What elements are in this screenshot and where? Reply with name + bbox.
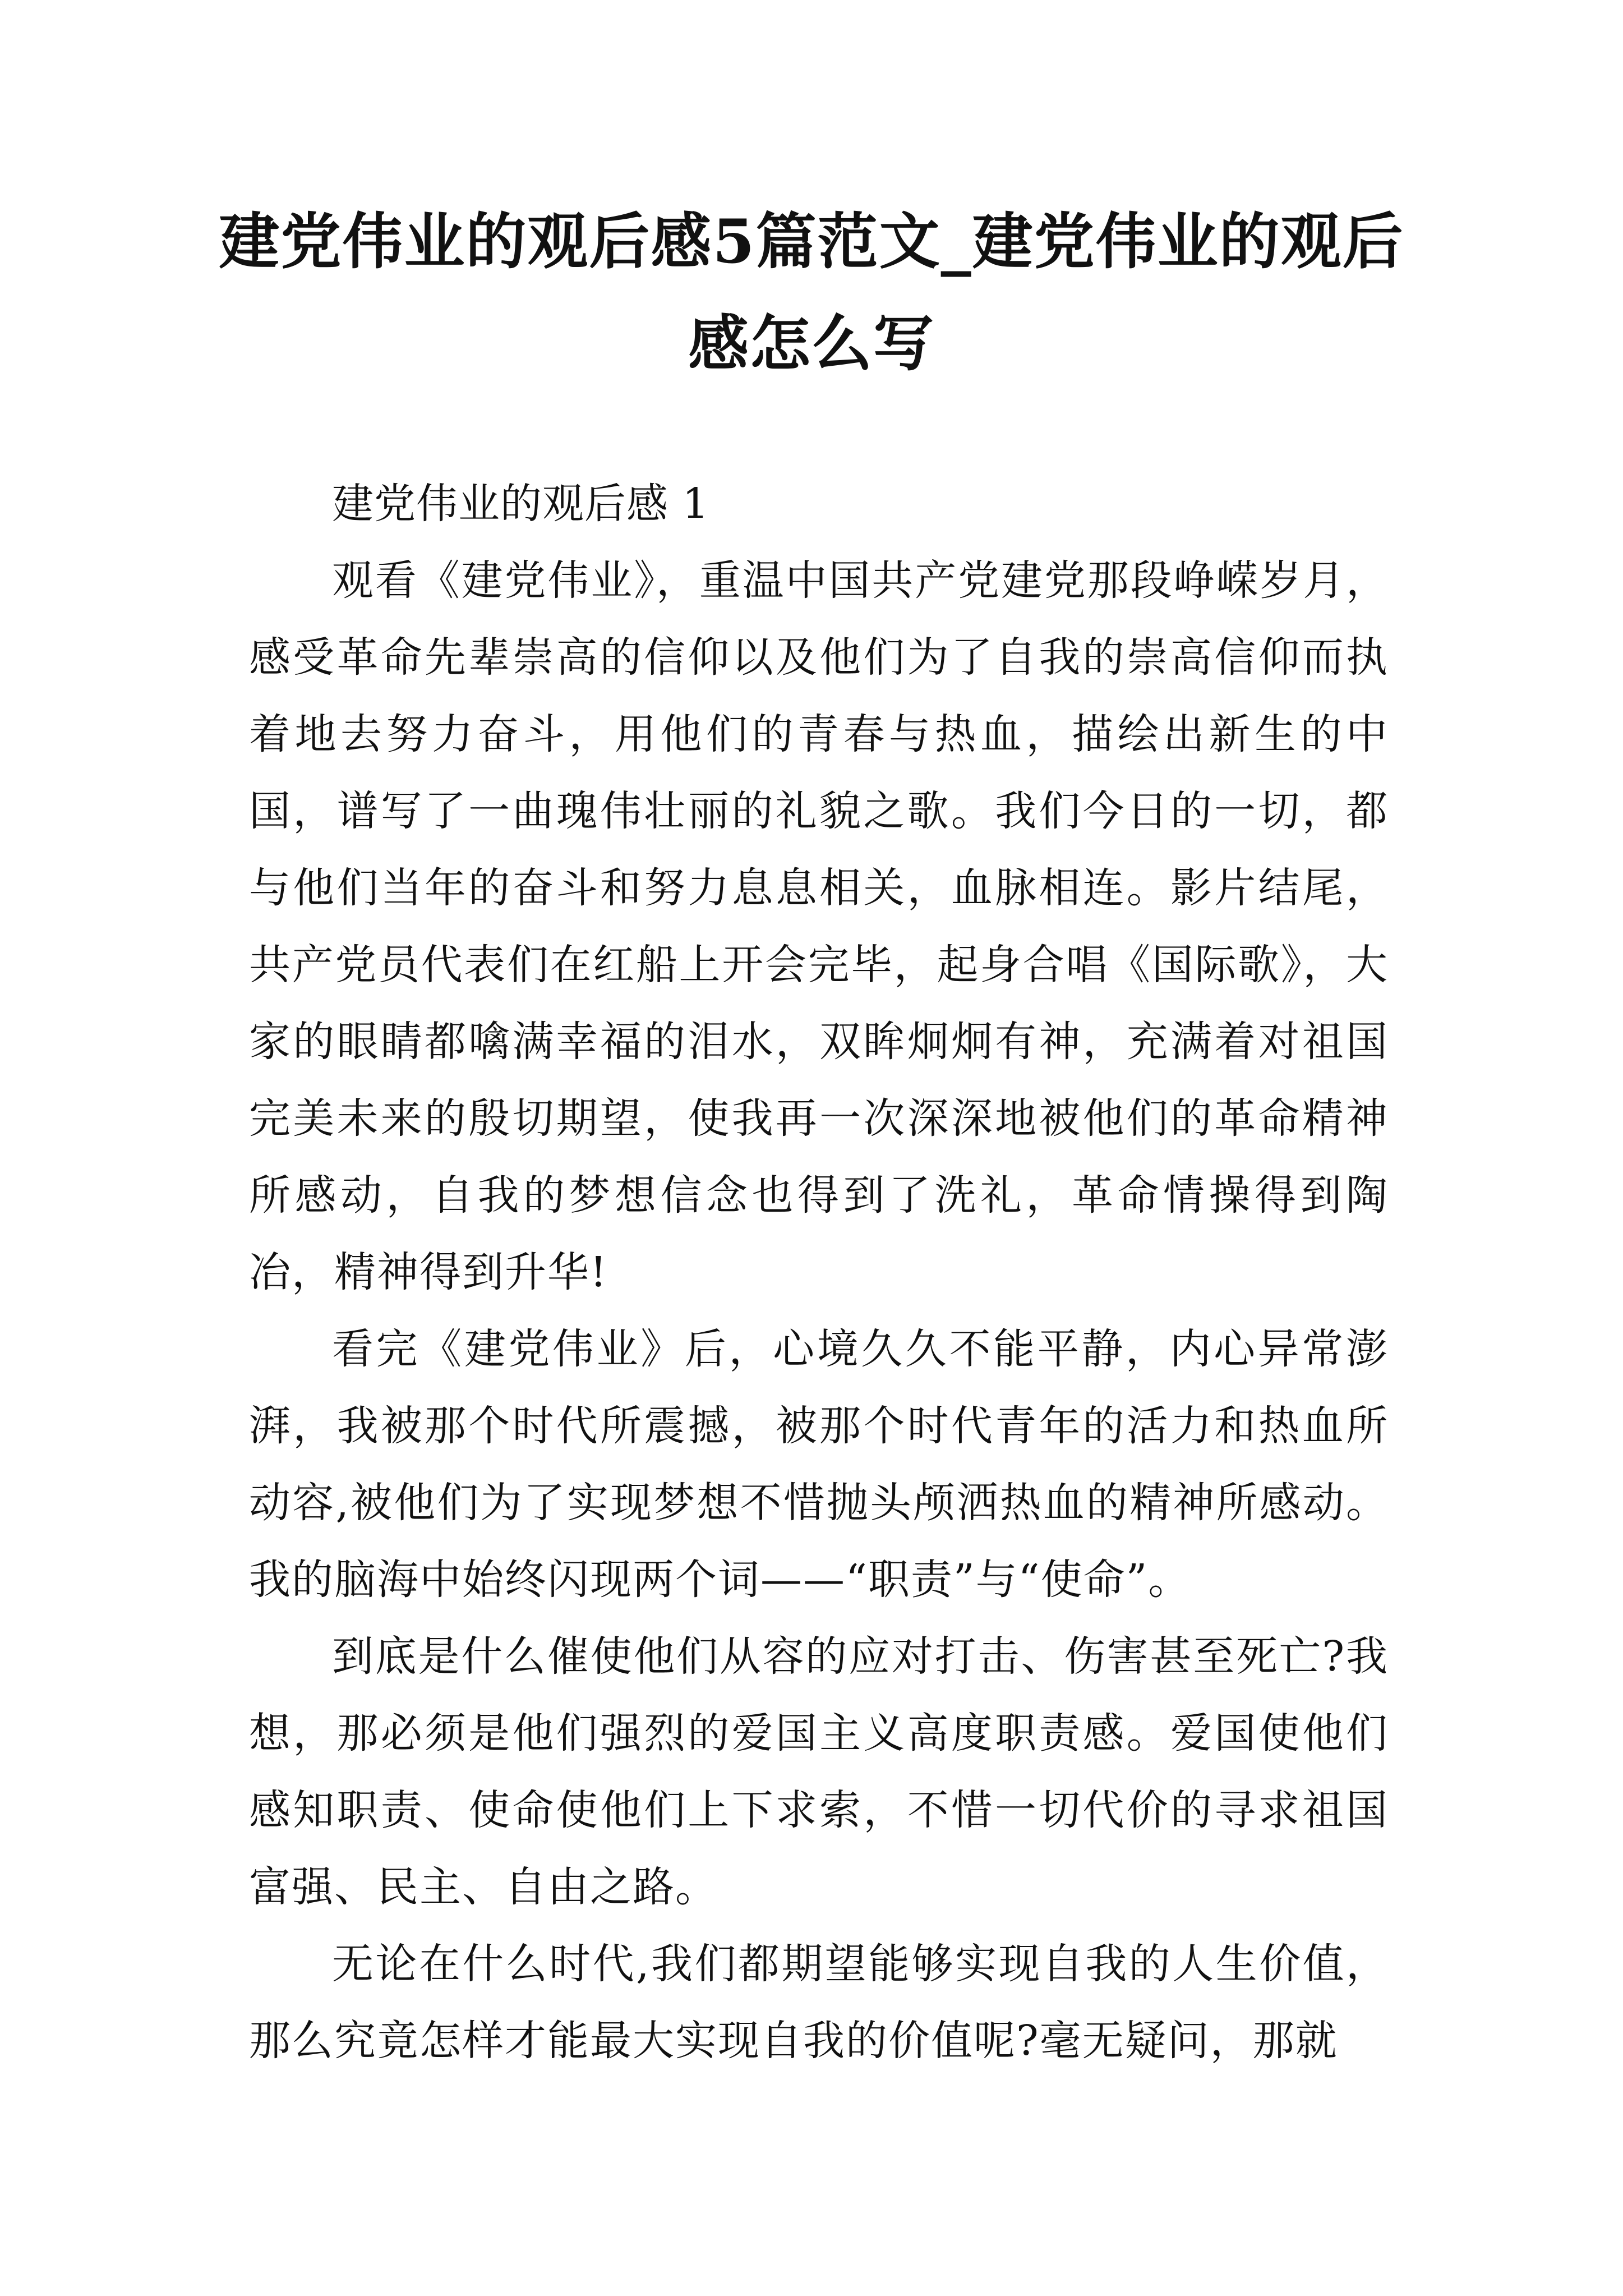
body-paragraph-4: 无论在什么时代,我们都期望能够实现自我的人生价值，那么究竟怎样才能最大实现自我的价值呢?毫无疑问，那就 — [249, 1940, 1389, 2065]
body-paragraph-1: 观看《建党伟业》，重温中国共产党建党那段峥嵘岁月，感受革命先辈崇高的信仰以及他们为了自我的崇高信仰而执着地去努力奋斗，用他们的青春与热血，描绘出新生的中国，谱写了一曲瑰伟壮丽的礼貌之歌。我们今日的一切，都与他们当年的奋斗和努力息息相关，血脉相连。影片结尾，共产党员代表们在红船上开会完毕，起身合唱《国际歌》，大家的眼睛都噙满幸福的泪水，双眸炯炯有神，充满着对祖国完美未来的殷切期望，使我再一次深深地被他们的革命精神所感动，自我的梦想信念也得到了洗礼，革命情操得到陶冶，精神得到升华! — [249, 556, 1389, 1296]
document-body — [249, 466, 1389, 2079]
section-heading: 建党伟业的观后感 1 — [332, 480, 709, 528]
document-title: 建党伟业的观后感5篇范文_建党伟业的观后感怎么写 — [219, 206, 1404, 379]
body-paragraph-3: 到底是什么催使他们从容的应对打击、伤害甚至死亡?我想，那必须是他们强烈的爱国主义高度职责感。爱国使他们感知职责、使命使他们上下求索，不惜一切代价的寻求祖国富强、民主、自由之路。 — [249, 1632, 1389, 1911]
body-paragraph-2: 看完《建党伟业》后，心境久久不能平静，内心异常澎湃，我被那个时代所震撼，被那个时代青年的活力和热血所动容,被他们为了实现梦想不惜抛头颅洒热血的精神所感动。我的脑海中始终闪现两个词——“职责”与“使命”。 — [249, 1325, 1389, 1604]
